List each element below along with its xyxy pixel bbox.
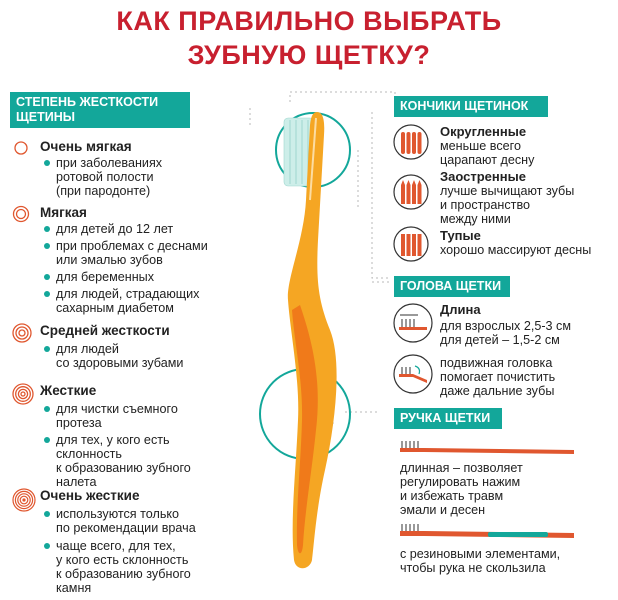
ring-1-icon	[12, 139, 30, 157]
bullet-line: при проблемах с деснами	[56, 239, 208, 253]
head-movable-line: даже дальние зубы	[440, 384, 555, 398]
tip-blunt	[440, 228, 591, 257]
tips-header-label: КОНЧИКИ ЩЕТИНОК	[400, 99, 529, 113]
tip-title: Заостренные	[440, 169, 526, 184]
bullet	[56, 156, 162, 198]
bullet-line: ротовой полости	[56, 170, 154, 184]
bullet-line: чаще всего, для тех,	[56, 539, 176, 553]
stiffness-header-line-2: ЩЕТИНЫ	[16, 110, 75, 124]
handle-long-text	[400, 461, 523, 517]
pointed-bristles-icon	[393, 174, 429, 210]
tip-line: хорошо массируют десны	[440, 243, 592, 257]
bullet-line: при заболеваниях	[56, 156, 163, 170]
bullet	[56, 287, 199, 315]
bullet-line: или эмалью зубов	[56, 253, 163, 267]
movable-head-icon	[393, 354, 433, 394]
bullet-line: для детей до 12 лет	[56, 222, 174, 236]
head-movable	[440, 356, 555, 398]
rubber-handle-brush-icon	[398, 522, 578, 542]
bullet	[56, 402, 178, 430]
bullet-line: у кого есть склонность	[56, 553, 189, 567]
bullet	[56, 270, 154, 284]
tip-line: лучше вычищают зубы	[440, 184, 575, 198]
long-handle-brush-icon	[398, 438, 578, 458]
tip-title: Тупые	[440, 228, 481, 243]
bullet	[56, 433, 191, 489]
head-length-title: Длина	[440, 302, 481, 317]
handle-rubber-line: с резиновыми элементами,	[400, 547, 561, 561]
bullet-line: используются только	[56, 507, 180, 521]
brush-head-length-icon	[393, 303, 433, 343]
tip-line: царапают десну	[440, 153, 535, 167]
bullet-line: для чистки съемного	[56, 402, 178, 416]
tips-header	[394, 96, 548, 117]
rounded-bristles-icon	[393, 124, 429, 160]
stiffness-level-name: Жесткие	[40, 383, 97, 398]
tip-line: и пространство	[440, 198, 531, 212]
tip-line: меньше всего	[440, 139, 521, 153]
stiffness-header	[10, 92, 190, 128]
head-header	[394, 276, 510, 297]
tip-line: между ними	[440, 212, 511, 226]
head-length	[440, 302, 571, 347]
handle-header	[394, 408, 502, 429]
bullet-line: камня	[56, 581, 92, 595]
handle-header-label: РУЧКА ЩЕТКИ	[400, 411, 491, 425]
ring-3-icon	[12, 323, 34, 345]
stiffness-level-name: Очень мягкая	[40, 139, 132, 154]
bullet-line: со здоровыми зубами	[56, 356, 184, 370]
ring-2-icon	[12, 205, 32, 225]
bullet	[56, 539, 191, 595]
bullet-line: протеза	[56, 416, 102, 430]
bullet-line: налета	[56, 475, 97, 489]
bullet-line: к образованию зубного	[56, 461, 191, 475]
bullet-line: (при пародонте)	[56, 184, 151, 198]
head-movable-line: подвижная головка	[440, 356, 553, 370]
handle-long-line: длинная – позволяет	[400, 461, 523, 475]
ring-4-icon	[12, 383, 36, 407]
bullet	[56, 222, 173, 236]
bullet	[56, 507, 196, 535]
tip-title: Округленные	[440, 124, 527, 139]
ring-5-icon	[12, 488, 38, 514]
blunt-bristles-icon	[393, 226, 429, 262]
head-length-line: для детей – 1,5-2 см	[440, 333, 560, 347]
bullet-line: для тех, у кого есть	[56, 433, 170, 447]
stiffness-level-name: Средней жесткости	[40, 323, 170, 338]
tip-rounded	[440, 124, 534, 167]
page-title-line-2: ЗУБНУЮ ЩЕТКУ?	[187, 40, 431, 70]
bullet-line: для беременных	[56, 270, 155, 284]
bullet-line: для людей	[56, 342, 119, 356]
handle-rubber-text	[400, 547, 560, 575]
bullet-line: к образованию зубного	[56, 567, 191, 581]
handle-long-line: эмали и десен	[400, 503, 486, 517]
bullet-line: сахарным диабетом	[56, 301, 174, 315]
page-title-line-1: КАК ПРАВИЛЬНО ВЫБРАТЬ	[116, 6, 502, 36]
head-movable-line: помогает почистить	[440, 370, 556, 384]
head-length-line: для взрослых 2,5-3 см	[440, 319, 571, 333]
bullet-line: по рекомендации врача	[56, 521, 196, 535]
bullet	[56, 239, 208, 267]
bullet-line: склонность	[56, 447, 122, 461]
stiffness-header-line-1: СТЕПЕНЬ ЖЕСТКОСТИ	[16, 95, 159, 109]
bullet-line: для людей, страдающих	[56, 287, 200, 301]
head-header-label: ГОЛОВА ЩЕТКИ	[400, 279, 502, 293]
stiffness-level-name: Очень жесткие	[40, 488, 140, 503]
bullet	[56, 342, 183, 370]
handle-rubber-line: чтобы рука не скользила	[400, 561, 546, 575]
stiffness-level-name: Мягкая	[40, 205, 87, 220]
tip-pointed	[440, 169, 574, 226]
handle-long-line: и избежать травм	[400, 489, 504, 503]
handle-long-line: регулировать нажим	[400, 475, 521, 489]
